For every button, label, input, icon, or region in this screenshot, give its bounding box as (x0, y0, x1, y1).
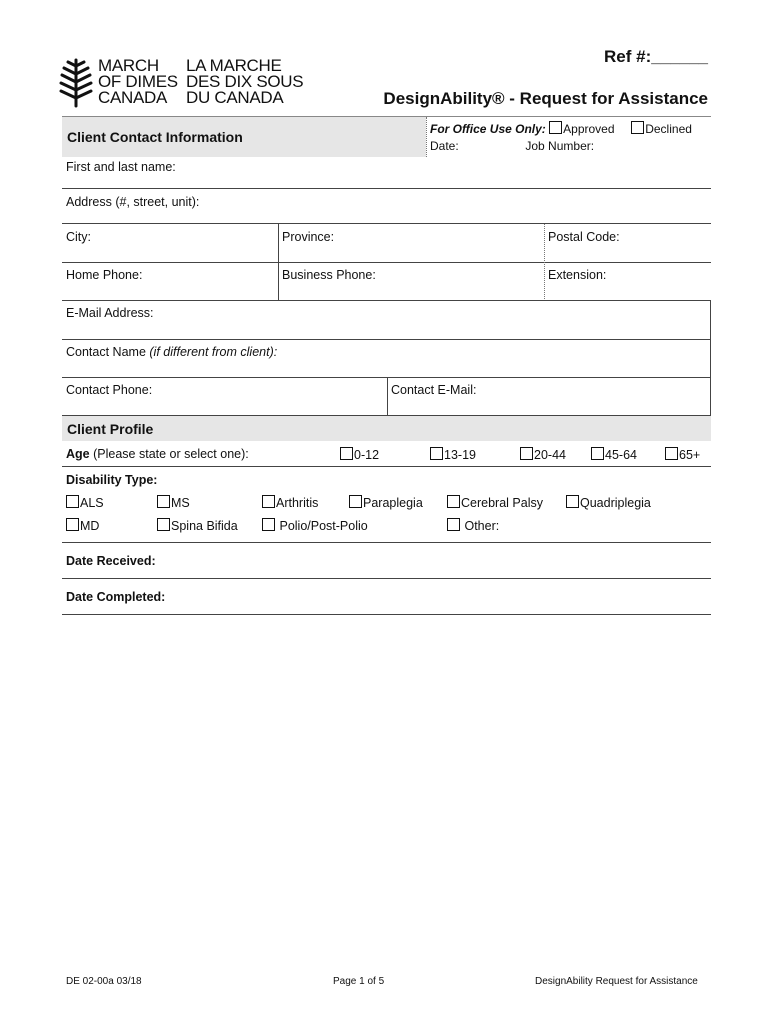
disability-option[interactable] (66, 495, 104, 510)
disability-option-label: Paraplegia (363, 496, 423, 510)
logo-line: DES DIX SOUS (186, 72, 304, 91)
address-field[interactable]: Address (#, street, unit): (66, 195, 200, 209)
province-field[interactable]: Province: (282, 230, 335, 244)
age-note: (Please state or select one): (93, 447, 249, 461)
disability-option[interactable] (566, 495, 651, 510)
contact-name-label: Contact Name (66, 345, 146, 359)
disability-option-label: Cerebral Palsy (461, 496, 543, 510)
divider (710, 300, 711, 415)
age-label (66, 447, 249, 461)
disability-option[interactable] (349, 495, 423, 510)
checkbox[interactable] (262, 518, 275, 531)
divider (544, 224, 545, 301)
disability-option-label: Arthritis (276, 496, 319, 510)
contact-email-field[interactable]: Contact E-Mail: (391, 383, 477, 397)
profile-section-title: Client Profile (67, 421, 154, 437)
march-of-dimes-tree-logo-icon (58, 56, 94, 108)
checkbox[interactable] (591, 447, 604, 460)
disability-option[interactable] (262, 518, 368, 533)
disability-option-label: MD (80, 519, 100, 533)
declined-checkbox[interactable] (631, 121, 644, 134)
disability-option[interactable] (66, 518, 99, 533)
disability-option-label: Polio/Post-Polio (279, 519, 368, 533)
divider (62, 188, 711, 189)
age-option[interactable] (591, 447, 637, 462)
divider (62, 466, 711, 467)
profile-section-header (62, 416, 711, 441)
age-label-bold: Age (66, 447, 90, 461)
name-field[interactable]: First and last name: (66, 160, 176, 174)
checkbox[interactable] (262, 495, 275, 508)
disability-option[interactable] (447, 495, 543, 510)
checkbox[interactable] (349, 495, 362, 508)
checkbox[interactable] (157, 495, 170, 508)
disability-option-label: Other: (464, 519, 500, 533)
divider (62, 300, 711, 301)
divider (387, 378, 388, 415)
divider (278, 224, 279, 301)
divider (62, 614, 711, 615)
age-option-label: 65+ (679, 448, 701, 462)
checkbox[interactable] (520, 447, 533, 460)
checkbox[interactable] (430, 447, 443, 460)
divider (62, 578, 711, 579)
checkbox[interactable] (566, 495, 579, 508)
office-use-label: For Office Use Only: (430, 122, 546, 136)
checkbox[interactable] (447, 518, 460, 531)
office-date-label: Date: (430, 139, 459, 153)
approved-checkbox[interactable] (549, 121, 562, 134)
footer-page-number: Page 1 of 5 (333, 976, 385, 987)
checkbox[interactable] (66, 495, 79, 508)
ref-number[interactable]: Ref #:______ (604, 47, 708, 66)
job-number-label: Job Number: (525, 139, 595, 153)
approved-label: Approved (563, 122, 615, 136)
age-option[interactable] (665, 447, 700, 462)
age-option[interactable] (520, 447, 566, 462)
declined-label: Declined (645, 122, 692, 136)
logo-line: MARCH (98, 56, 159, 75)
footer-document-name: DesignAbility Request for Assistance (535, 976, 698, 987)
disability-option-label: ALS (80, 496, 104, 510)
divider (62, 339, 711, 340)
disability-option-label: Spina Bifida (171, 519, 238, 533)
logo-line: DU CANADA (186, 88, 284, 107)
age-option-label: 13-19 (444, 448, 476, 462)
page-title: DesignAbility® - Request for Assistance (383, 89, 708, 108)
disability-option-label: Quadriplegia (580, 496, 651, 510)
office-use-box (426, 117, 712, 157)
email-field[interactable]: E-Mail Address: (66, 306, 154, 320)
checkbox[interactable] (157, 518, 170, 531)
logo-text-french (186, 58, 303, 106)
contact-name-note: (if different from client): (149, 345, 278, 359)
home-phone-field[interactable]: Home Phone: (66, 268, 143, 282)
disability-type-label: Disability Type: (66, 473, 158, 487)
date-completed-field[interactable]: Date Completed: (66, 590, 166, 604)
extension-field[interactable]: Extension: (548, 268, 607, 282)
logo-text-english (98, 58, 178, 106)
age-option-label: 0-12 (354, 448, 380, 462)
disability-option[interactable] (157, 495, 190, 510)
postal-code-field[interactable]: Postal Code: (548, 230, 620, 244)
logo-line: CANADA (98, 88, 168, 107)
checkbox[interactable] (66, 518, 79, 531)
business-phone-field[interactable]: Business Phone: (282, 268, 376, 282)
age-option[interactable] (430, 447, 476, 462)
age-option-label: 20-44 (534, 448, 566, 462)
age-option-label: 45-64 (605, 448, 637, 462)
disability-option[interactable] (262, 495, 318, 510)
logo-line: OF DIMES (98, 72, 178, 91)
divider (62, 262, 711, 263)
checkbox[interactable] (340, 447, 353, 460)
date-received-field[interactable]: Date Received: (66, 554, 156, 568)
contact-name-field[interactable] (66, 345, 277, 359)
checkbox[interactable] (447, 495, 460, 508)
disability-option[interactable] (157, 518, 238, 533)
logo-line: LA MARCHE (186, 56, 282, 75)
contact-section-title: Client Contact Information (67, 129, 243, 145)
divider (62, 542, 711, 543)
contact-section-header (62, 116, 711, 157)
checkbox[interactable] (665, 447, 678, 460)
divider (62, 223, 711, 224)
contact-phone-field[interactable]: Contact Phone: (66, 383, 153, 397)
footer-form-code: DE 02-00a 03/18 (66, 976, 142, 987)
age-option[interactable] (340, 447, 379, 462)
disability-option[interactable] (447, 518, 499, 533)
disability-option-label: MS (171, 496, 190, 510)
city-field[interactable]: City: (66, 230, 91, 244)
